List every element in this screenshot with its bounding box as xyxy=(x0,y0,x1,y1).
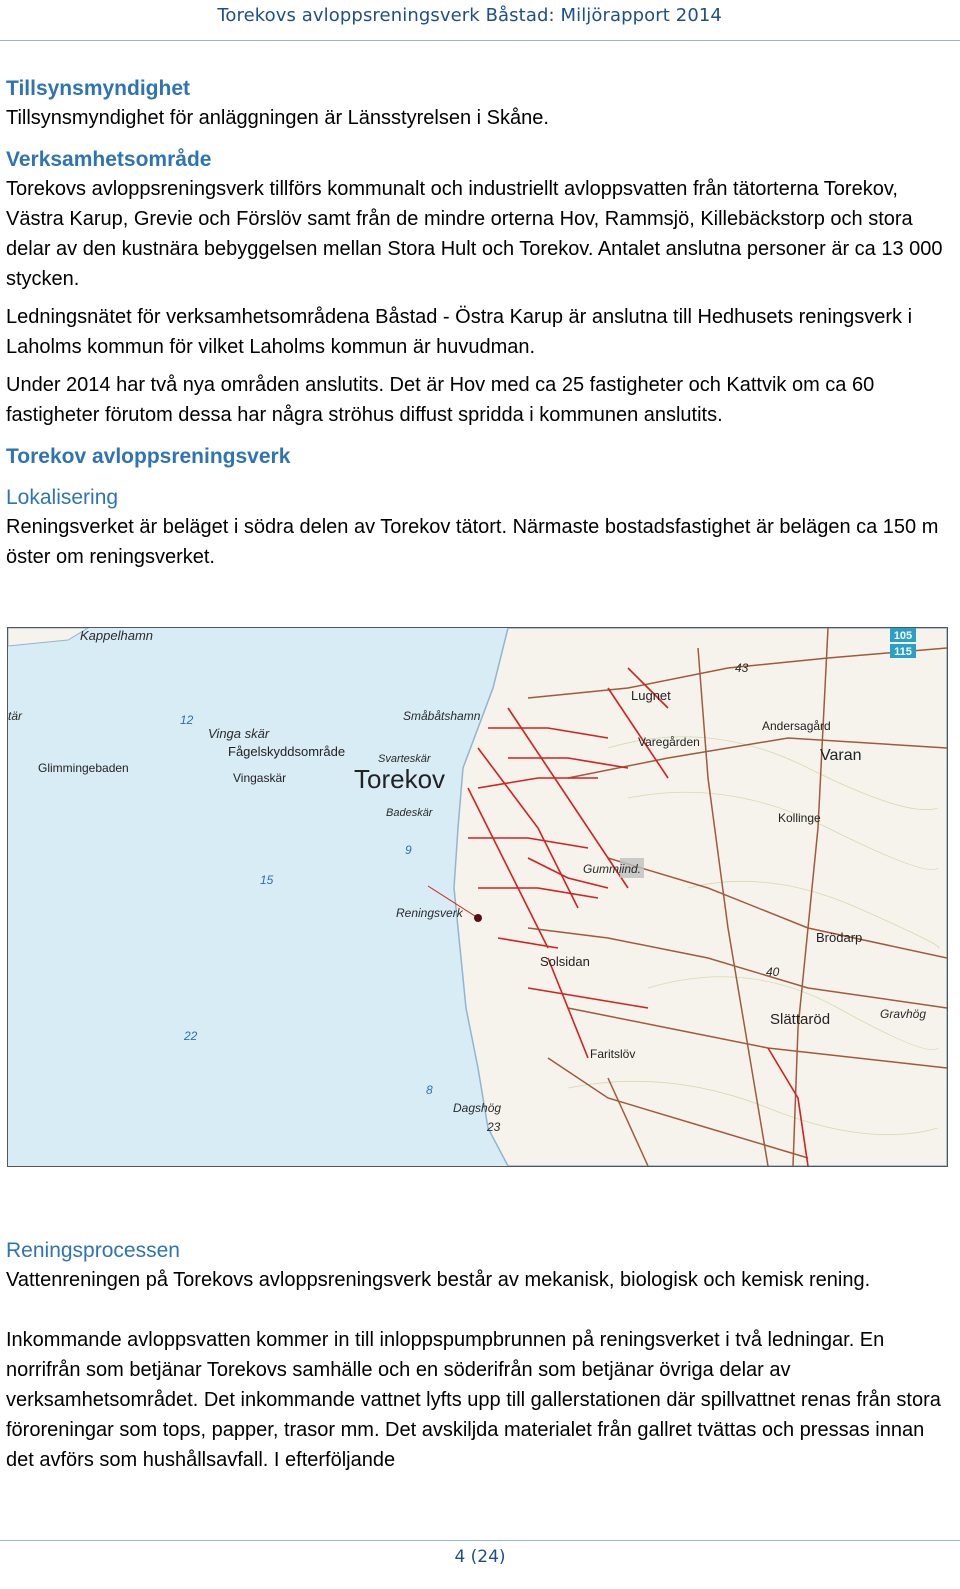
process-paragraph-2: Inkommande avloppsvatten kommer in till inloppspumpbrunnen på reningsverket i två ledningar. En norrifrån som betjänar Torekovs samhälle och en söderifrån som betjänar övriga delar av verksamhetsområdet. Det inkommande vattnet lyfts upp till gallerstationen där spillvattnet renas från stora föroreningar som tops, papper, trasor mm. Det avskiljda materialet från gallret tvättas och pressas innan det avförs som hushållsavfall. I efterföljande xyxy=(6,1329,941,1471)
place-slattarod: Slättaröd xyxy=(770,1011,831,1028)
tillsyn-text: Tillsynsmyndighet för anläggningen är Länsstyrelsen i Skåne. xyxy=(6,107,549,129)
page-number: 4 (24) xyxy=(454,1547,506,1567)
heading-verksamhetsomrade: Verksamhetsområde xyxy=(6,148,212,171)
place-dagshog: Dagshög xyxy=(453,1101,502,1115)
place-varegarden: Varegården xyxy=(638,735,700,749)
location-map xyxy=(7,627,948,1167)
page-footer xyxy=(0,1540,960,1581)
verksamhet-paragraph-1: Torekovs avloppsreningsverk tillförs kommunalt och industriellt avloppsvatten från tätorterna Torekov, Västra Karup, Grevie och Förslöv samt från de mindre orterna Hov, Rammsjö, Killebäckstorp och stora delar av den kustnära bebyggelsen mellan Stora Hult och Torekov. Antalet anslutna personer är ca 13 000 stycken. xyxy=(6,178,943,290)
place-kappelhamn: Kappelhamn xyxy=(80,628,153,643)
road-sign-115-label: 115 xyxy=(894,646,912,658)
place-gravhog: Gravhög xyxy=(880,1007,927,1021)
place-torekov: Torekov xyxy=(354,764,446,794)
place-faritslov: Faritslöv xyxy=(590,1047,636,1061)
heading-reningsprocessen: Reningsprocessen xyxy=(6,1239,180,1262)
heading-torekov-avloppsreningsverk: Torekov avloppsreningsverk xyxy=(6,445,291,468)
place-glimmingebaden: Glimmingebaden xyxy=(38,761,129,775)
process-paragraph-1: Vattenreningen på Torekovs avloppsreningsverk består av mekanisk, biologisk och kemisk rening. xyxy=(6,1269,871,1291)
lokalisering-text: Reningsverket är beläget i södra delen av Torekov tätort. Närmaste bostadsfastighet är belägen ca 150 m öster om reningsverket. xyxy=(6,516,939,568)
depth-22: 22 xyxy=(184,1029,198,1043)
heading-lokalisering: Lokalisering xyxy=(6,486,119,509)
place-reningsverk: Reningsverk xyxy=(396,906,463,920)
depth-9: 9 xyxy=(405,843,412,857)
place-badeskar: Badeskär xyxy=(386,807,433,819)
place-varan: Varan xyxy=(820,747,862,764)
document-title: Torekovs avloppsreningsverk Båstad: Miljörapport 2014 xyxy=(217,5,722,26)
heading-tillsynsmyndighet: Tillsynsmyndighet xyxy=(6,77,190,100)
main-content xyxy=(6,74,951,572)
depth-8: 8 xyxy=(426,1083,433,1097)
map-svg xyxy=(8,628,947,1166)
place-brodarp: Brödarp xyxy=(816,930,863,945)
place-smabatshamn: Småbåtshamn xyxy=(403,709,481,723)
place-kollinge: Kollinge xyxy=(778,811,821,825)
place-svarteskar: Svarteskär xyxy=(378,753,431,765)
depth-12: 12 xyxy=(180,713,194,727)
place-andersagard: Andersagård xyxy=(762,719,831,733)
place-vinga-skar: Vinga skär xyxy=(208,726,270,741)
height-43: 43 xyxy=(735,661,749,675)
road-sign-105-label: 105 xyxy=(893,630,913,642)
place-tar: tär xyxy=(8,709,23,723)
height-40: 40 xyxy=(766,965,780,979)
process-section xyxy=(6,1236,951,1475)
map-land-mainland xyxy=(454,628,947,1166)
place-solsidan: Solsidan xyxy=(540,954,590,969)
verksamhet-paragraph-2: Ledningsnätet för verksamhetsområdena Båstad - Östra Karup är anslutna till Hedhusets reningsverk i Laholms kommun för vilket Laholms kommun är huvudman. xyxy=(6,306,913,358)
place-lugnet: Lugnet xyxy=(631,688,671,703)
place-gummiind: Gummiind. xyxy=(583,862,642,876)
verksamhet-paragraph-3: Under 2014 har två nya områden anslutits. Det är Hov med ca 25 fastigheter och Kattvik om ca 60 fastigheter förutom dessa har några ströhus diffust spridda i kommunen anslutits. xyxy=(6,374,875,426)
depth-15: 15 xyxy=(260,873,274,887)
place-fagelskyddsomrade: Fågelskyddsområde xyxy=(228,744,346,759)
height-23: 23 xyxy=(487,1120,501,1134)
page-header xyxy=(0,0,960,41)
map-plant-marker xyxy=(474,914,482,922)
place-vingaskar: Vingaskär xyxy=(233,771,287,785)
